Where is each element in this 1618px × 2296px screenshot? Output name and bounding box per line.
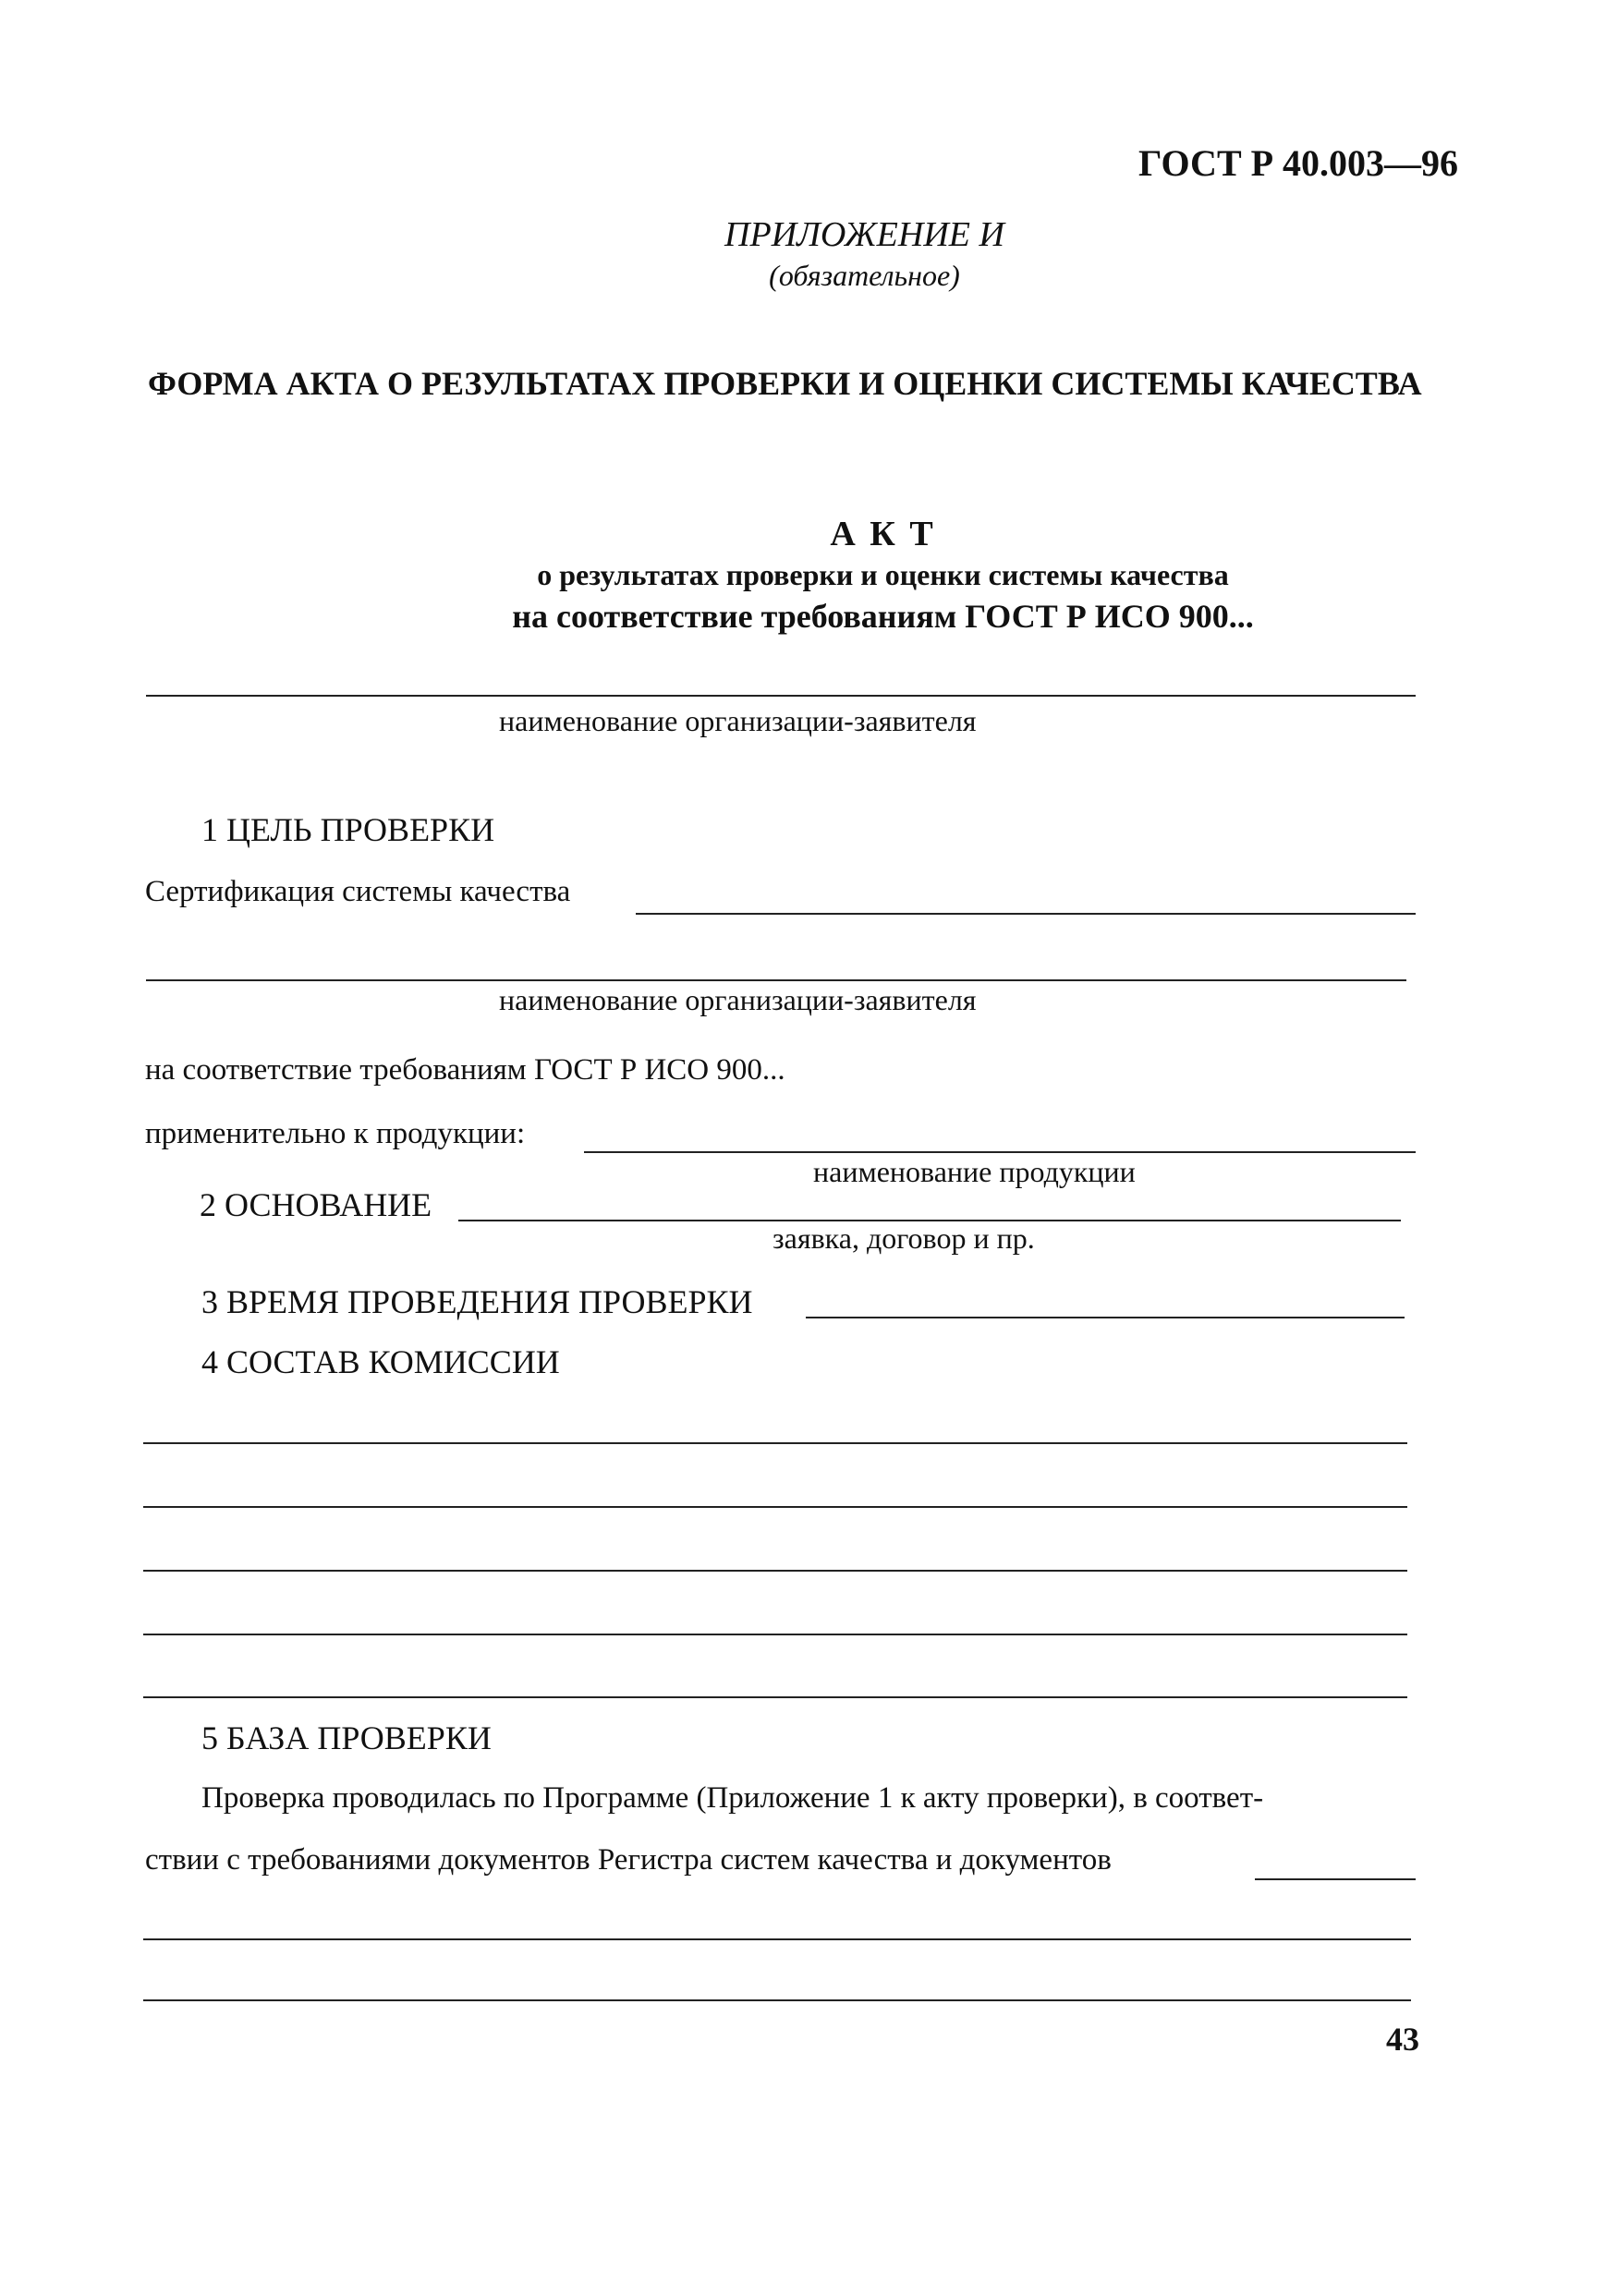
page-number: 43 [1386, 2021, 1419, 2058]
org-name-caption: наименование организации-заявителя [499, 983, 977, 1016]
basis-caption: заявка, договор и пр. [773, 1221, 1035, 1255]
inspection-time-field[interactable] [806, 1317, 1405, 1318]
documents-field[interactable] [1255, 1878, 1416, 1880]
section-5-heading: 5 БАЗА ПРОВЕРКИ [201, 1719, 492, 1756]
act-subtitle-2: на соответствие требованиям ГОСТ Р ИСО 900... [512, 598, 1254, 635]
documents-line-3[interactable] [143, 1999, 1411, 2001]
commission-line-1[interactable] [143, 1442, 1407, 1444]
certification-label: Сертификация системы качества [145, 875, 571, 908]
applicant-org-caption: наименование организации-заявителя [499, 704, 977, 737]
documents-line-2[interactable] [143, 1938, 1411, 1940]
commission-line-3[interactable] [143, 1570, 1407, 1572]
commission-line-2[interactable] [143, 1506, 1407, 1508]
applicant-org-field[interactable] [146, 695, 1416, 697]
commission-line-4[interactable] [143, 1634, 1407, 1635]
section-1-heading: 1 ЦЕЛЬ ПРОВЕРКИ [201, 811, 495, 848]
section-4-heading: 4 СОСТАВ КОМИССИИ [201, 1343, 560, 1380]
section-5-text-2: ствии с требованиями документов Регистра систем качества и документов [145, 1843, 1112, 1877]
document-code: ГОСТ Р 40.003—96 [1138, 142, 1459, 184]
product-field[interactable] [584, 1151, 1416, 1153]
product-caption: наименование продукции [813, 1155, 1136, 1188]
org-name-field[interactable] [146, 979, 1406, 981]
appendix-note: (обязательное) [769, 259, 960, 292]
compliance-text: на соответствие требованиям ГОСТ Р ИСО 900... [145, 1053, 785, 1087]
form-title: ФОРМА АКТА О РЕЗУЛЬТАТАХ ПРОВЕРКИ И ОЦЕНКИ СИСТЕМЫ КАЧЕСТВА [148, 365, 1422, 402]
product-label: применительно к продукции: [145, 1117, 526, 1150]
section-3-heading: 3 ВРЕМЯ ПРОВЕДЕНИЯ ПРОВЕРКИ [201, 1283, 753, 1320]
commission-line-5[interactable] [143, 1696, 1407, 1698]
section-5-text-1: Проверка проводилась по Программе (Приложение 1 к акту проверки), в соответ- [201, 1781, 1264, 1815]
certification-field[interactable] [636, 913, 1416, 915]
act-title: А К Т [830, 515, 936, 553]
section-2-heading: 2 ОСНОВАНИЕ [200, 1186, 432, 1223]
act-subtitle-1: о результатах проверки и оценки системы качества [537, 558, 1229, 591]
appendix-title: ПРИЛОЖЕНИЕ И [724, 215, 1004, 254]
